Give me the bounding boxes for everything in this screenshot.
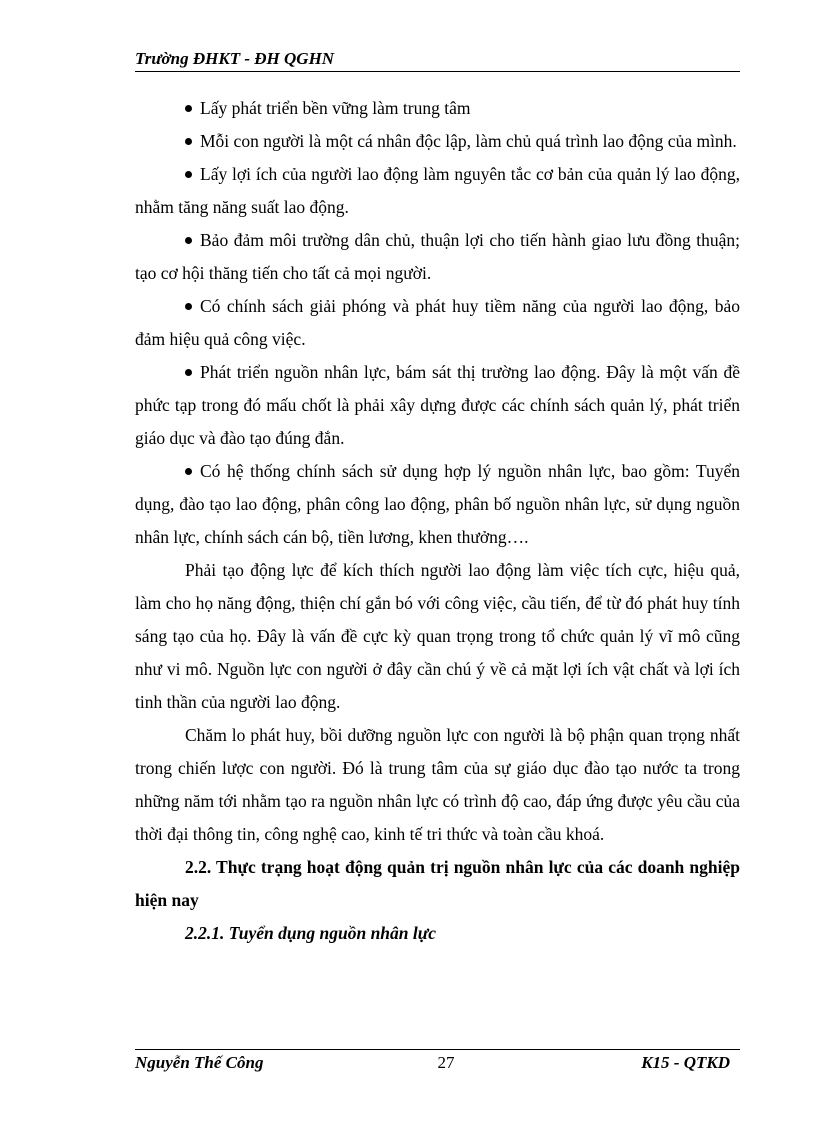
document-body xyxy=(135,92,740,950)
bullet-text: Có chính sách giải phóng và phát huy tiềm năng của người lao động, bảo đảm hiệu quả công việc. xyxy=(135,296,740,349)
bullet-text: Lấy phát triển bền vững làm trung tâm xyxy=(200,98,471,118)
footer-class: K15 - QTKD xyxy=(641,1053,730,1072)
bullet-icon xyxy=(185,303,192,310)
bullet-text: Lấy lợi ích của người lao động làm nguyên tắc cơ bản của quản lý lao động, nhằm tăng năng suất lao động. xyxy=(135,164,740,217)
body-paragraph: Phải tạo động lực để kích thích người lao động làm việc tích cực, hiệu quả, làm cho họ năng động, thiện chí gắn bó với công việc, cầu tiến, để từ đó phát huy tính sáng tạo của họ. Đây là vấn đề cực kỳ quan trọng trong tổ chức quản lý vĩ mô cũng như vi mô. Nguồn lực con người ở đây cần chú ý về cả mặt lợi ích vật chất và lợi ích tinh thần của người lao động. xyxy=(135,560,740,712)
page-number: 27 xyxy=(437,1053,455,1072)
header-rule xyxy=(135,71,740,72)
bullet-icon xyxy=(185,105,192,112)
subsection-heading: 2.2.1. Tuyển dụng nguồn nhân lực xyxy=(185,923,437,943)
section-heading: 2.2. Thực trạng hoạt động quản trị nguồn nhân lực của các doanh nghiệp hiện nay xyxy=(135,857,740,910)
bullet-item xyxy=(135,356,740,455)
footer-rule xyxy=(135,1049,740,1050)
header-school: Trường ĐHKT - ĐH QGHN xyxy=(135,49,335,68)
footer-author: Nguyễn Thế Công xyxy=(135,1053,264,1072)
bullet-text: Có hệ thống chính sách sử dụng hợp lý nguồn nhân lực, bao gồm: Tuyển dụng, đào tạo lao động, phân công lao động, phân bố nguồn nhân lực, sử dụng nguồn nhân lực, chính sách cán bộ, tiền lương, khen thưởng…. xyxy=(135,461,740,547)
bullet-item xyxy=(135,158,740,224)
bullet-icon xyxy=(185,237,192,244)
body-paragraph: Chăm lo phát huy, bồi dưỡng nguồn lực con người là bộ phận quan trọng nhất trong chiến lược con người. Đó là trung tâm của sự giáo dục đào tạo nước ta trong những năm tới nhằm tạo ra nguồn nhân lực có trình độ cao, đáp ứng được yêu cầu của thời đại thông tin, công nghệ cao, kinh tế tri thức và toàn cầu khoá. xyxy=(135,725,740,844)
bullet-item xyxy=(135,290,740,356)
bullet-item xyxy=(135,92,740,125)
bullet-icon xyxy=(185,468,192,475)
bullet-item xyxy=(135,224,740,290)
bullet-icon xyxy=(185,171,192,178)
bullet-item xyxy=(135,125,740,158)
bullet-text: Mỗi con người là một cá nhân độc lập, làm chủ quá trình lao động của mình. xyxy=(200,131,737,151)
bullet-text: Bảo đảm môi trường dân chủ, thuận lợi cho tiến hành giao lưu đồng thuận; tạo cơ hội thăng tiến cho tất cả mọi người. xyxy=(135,230,740,283)
bullet-icon xyxy=(185,138,192,145)
bullet-item xyxy=(135,455,740,554)
bullet-text: Phát triển nguồn nhân lực, bám sát thị trường lao động. Đây là một vấn đề phức tạp trong đó mấu chốt là phải xây dựng được các chính sách quản lý, phát triển giáo dục và đào tạo đúng đắn. xyxy=(135,362,740,448)
bullet-icon xyxy=(185,369,192,376)
